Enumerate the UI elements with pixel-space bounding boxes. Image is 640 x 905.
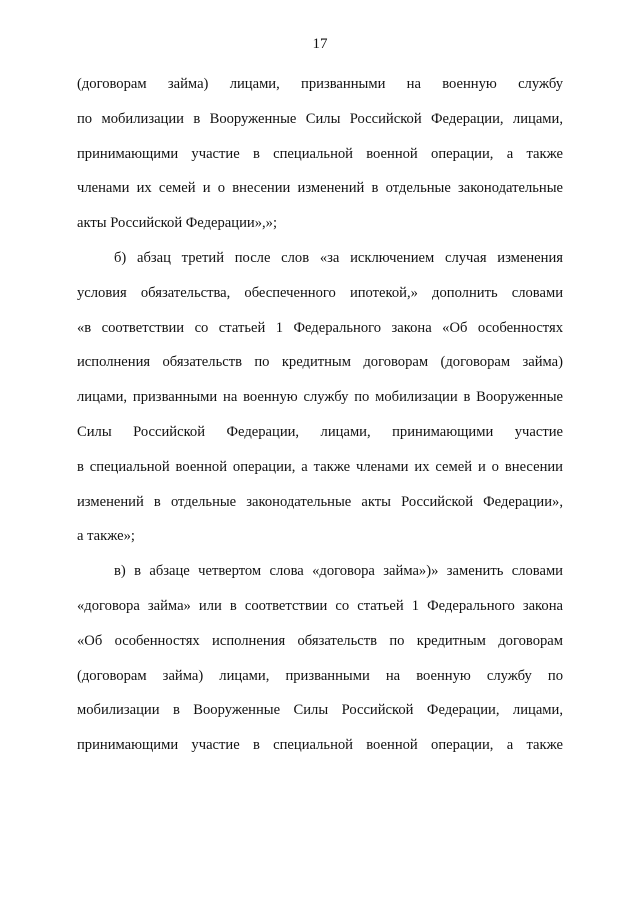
paragraph [77,248,563,561]
text-line: «в соответствии со статьей 1 Федерального закона «Об особенностях [77,319,563,336]
text-line: Силы Российской Федерации, лицами, принимающими участие [77,423,563,440]
text-line: «договора займа» или в соответствии со статьей 1 Федерального закона [77,597,563,614]
text-line: акты Российской Федерации»,»; [77,215,277,232]
text-line: по мобилизации в Вооруженные Силы Российской Федерации, лицами, [77,110,563,127]
paragraph [77,74,563,248]
text-line: условия обязательства, обеспеченного ипотекой,» дополнить словами [77,284,563,301]
text-line: «Об особенностях исполнения обязательств по кредитным договорам [77,632,563,649]
document-body [77,74,563,770]
text-line: изменений в отдельные законодательные акты Российской Федерации», [77,493,563,510]
text-line: лицами, призванными на военную службу по мобилизации в Вооруженные [77,389,563,406]
text-line: принимающими участие в специальной военной операции, а также [77,737,563,754]
text-line: в) в абзаце четвертом слова «договора займа»)» заменить словами [114,563,563,580]
text-line: (договорам займа) лицами, призванными на военную службу по [77,667,563,684]
text-line: исполнения обязательств по кредитным договорам (договорам займа) [77,354,563,371]
text-line: а также»; [77,528,135,545]
paragraph [77,561,563,770]
text-line: б) абзац третий после слов «за исключением случая изменения [114,249,563,266]
text-line: (договорам займа) лицами, призванными на военную службу [77,76,563,92]
text-line: принимающими участие в специальной военной операции, а также [77,145,563,162]
page-number: 17 [312,36,328,52]
text-line: в специальной военной операции, а также членами их семей и о внесении [77,458,563,475]
text-line: мобилизации в Вооруженные Силы Российской Федерации, лицами, [77,702,563,719]
text-line: членами их семей и о внесении изменений в отдельные законодательные [77,180,563,197]
